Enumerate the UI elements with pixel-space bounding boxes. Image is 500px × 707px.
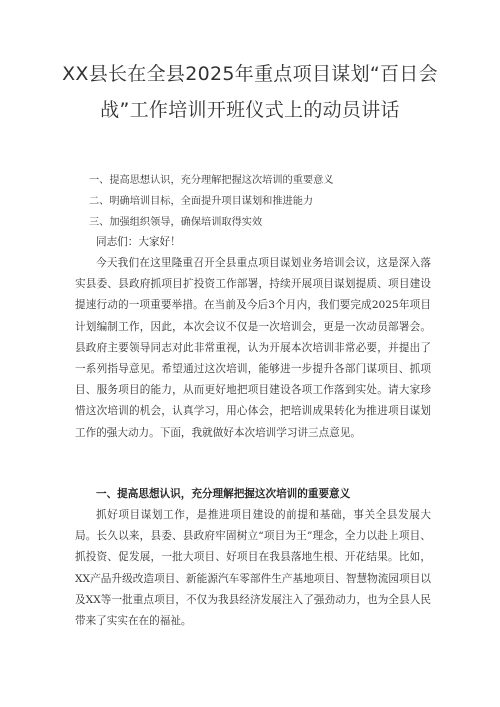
greeting: 同志们：大家好！ — [96, 236, 181, 248]
body-paragraph: 抓好项目谋划工作，是推进项目建设的前提和基础，事关全县发展大局。长久以来，县委、县政府牢固树立“项目为王”理念，全力以赴上项目、抓投资、促发展，一批大项目、好项目在我县落地生根、开花结果。比如，XX产品升级改造项目、新能源汽车零部件生产基地项目、智慧物流园项目以及XX等一批重点项目，不仅为我县经济发展注入了强劲动力，也为全县人民带来了实实在在的福祉。 — [75, 509, 431, 628]
body-paragraph: 今天我们在这里隆重召开全县重点项目谋划业务培训会议，这是深入落实县委、县政府抓项目扩投资工作部署，持续开展项目谋划提质、项目建设提速行动的一项重要举措。在当前及今后3个月内，我们要完成2025年项目计划编制工作，因此，本次会议不仅是一次培训会，更是一次动员部署会。县政府主要领导同志对此非常重视，认为开展本次培训非常必要，并提出了一系列指导意见。希望通过这次培训，能够进一步提升各部门谋项目、抓项目、服务项目的能力，从而更好地把项目建设各项工作落到实处。请大家珍惜这次培训的机会，认真学习，用心体会，把培训成果转化为推进项目谋划工作的强大动力。下面，我就做好本次培训学习讲三点意见。 — [75, 257, 431, 439]
outline-item: 二、明确培训目标，全面提升项目谋划和推进能力 — [89, 196, 314, 207]
document-title: XX县长在全县2025年重点项目谋划“百日会战”工作培训开班仪式上的动员讲话 — [62, 63, 438, 121]
outline-item: 三、加强组织领导，确保培训取得实效 — [89, 217, 263, 228]
section-heading: 一、提高思想认识，充分理解把握这次培训的重要意义 — [96, 488, 351, 500]
outline-item: 一、提高思想认识，充分理解把握这次培训的重要意义 — [89, 175, 334, 186]
outline-list — [89, 170, 449, 233]
